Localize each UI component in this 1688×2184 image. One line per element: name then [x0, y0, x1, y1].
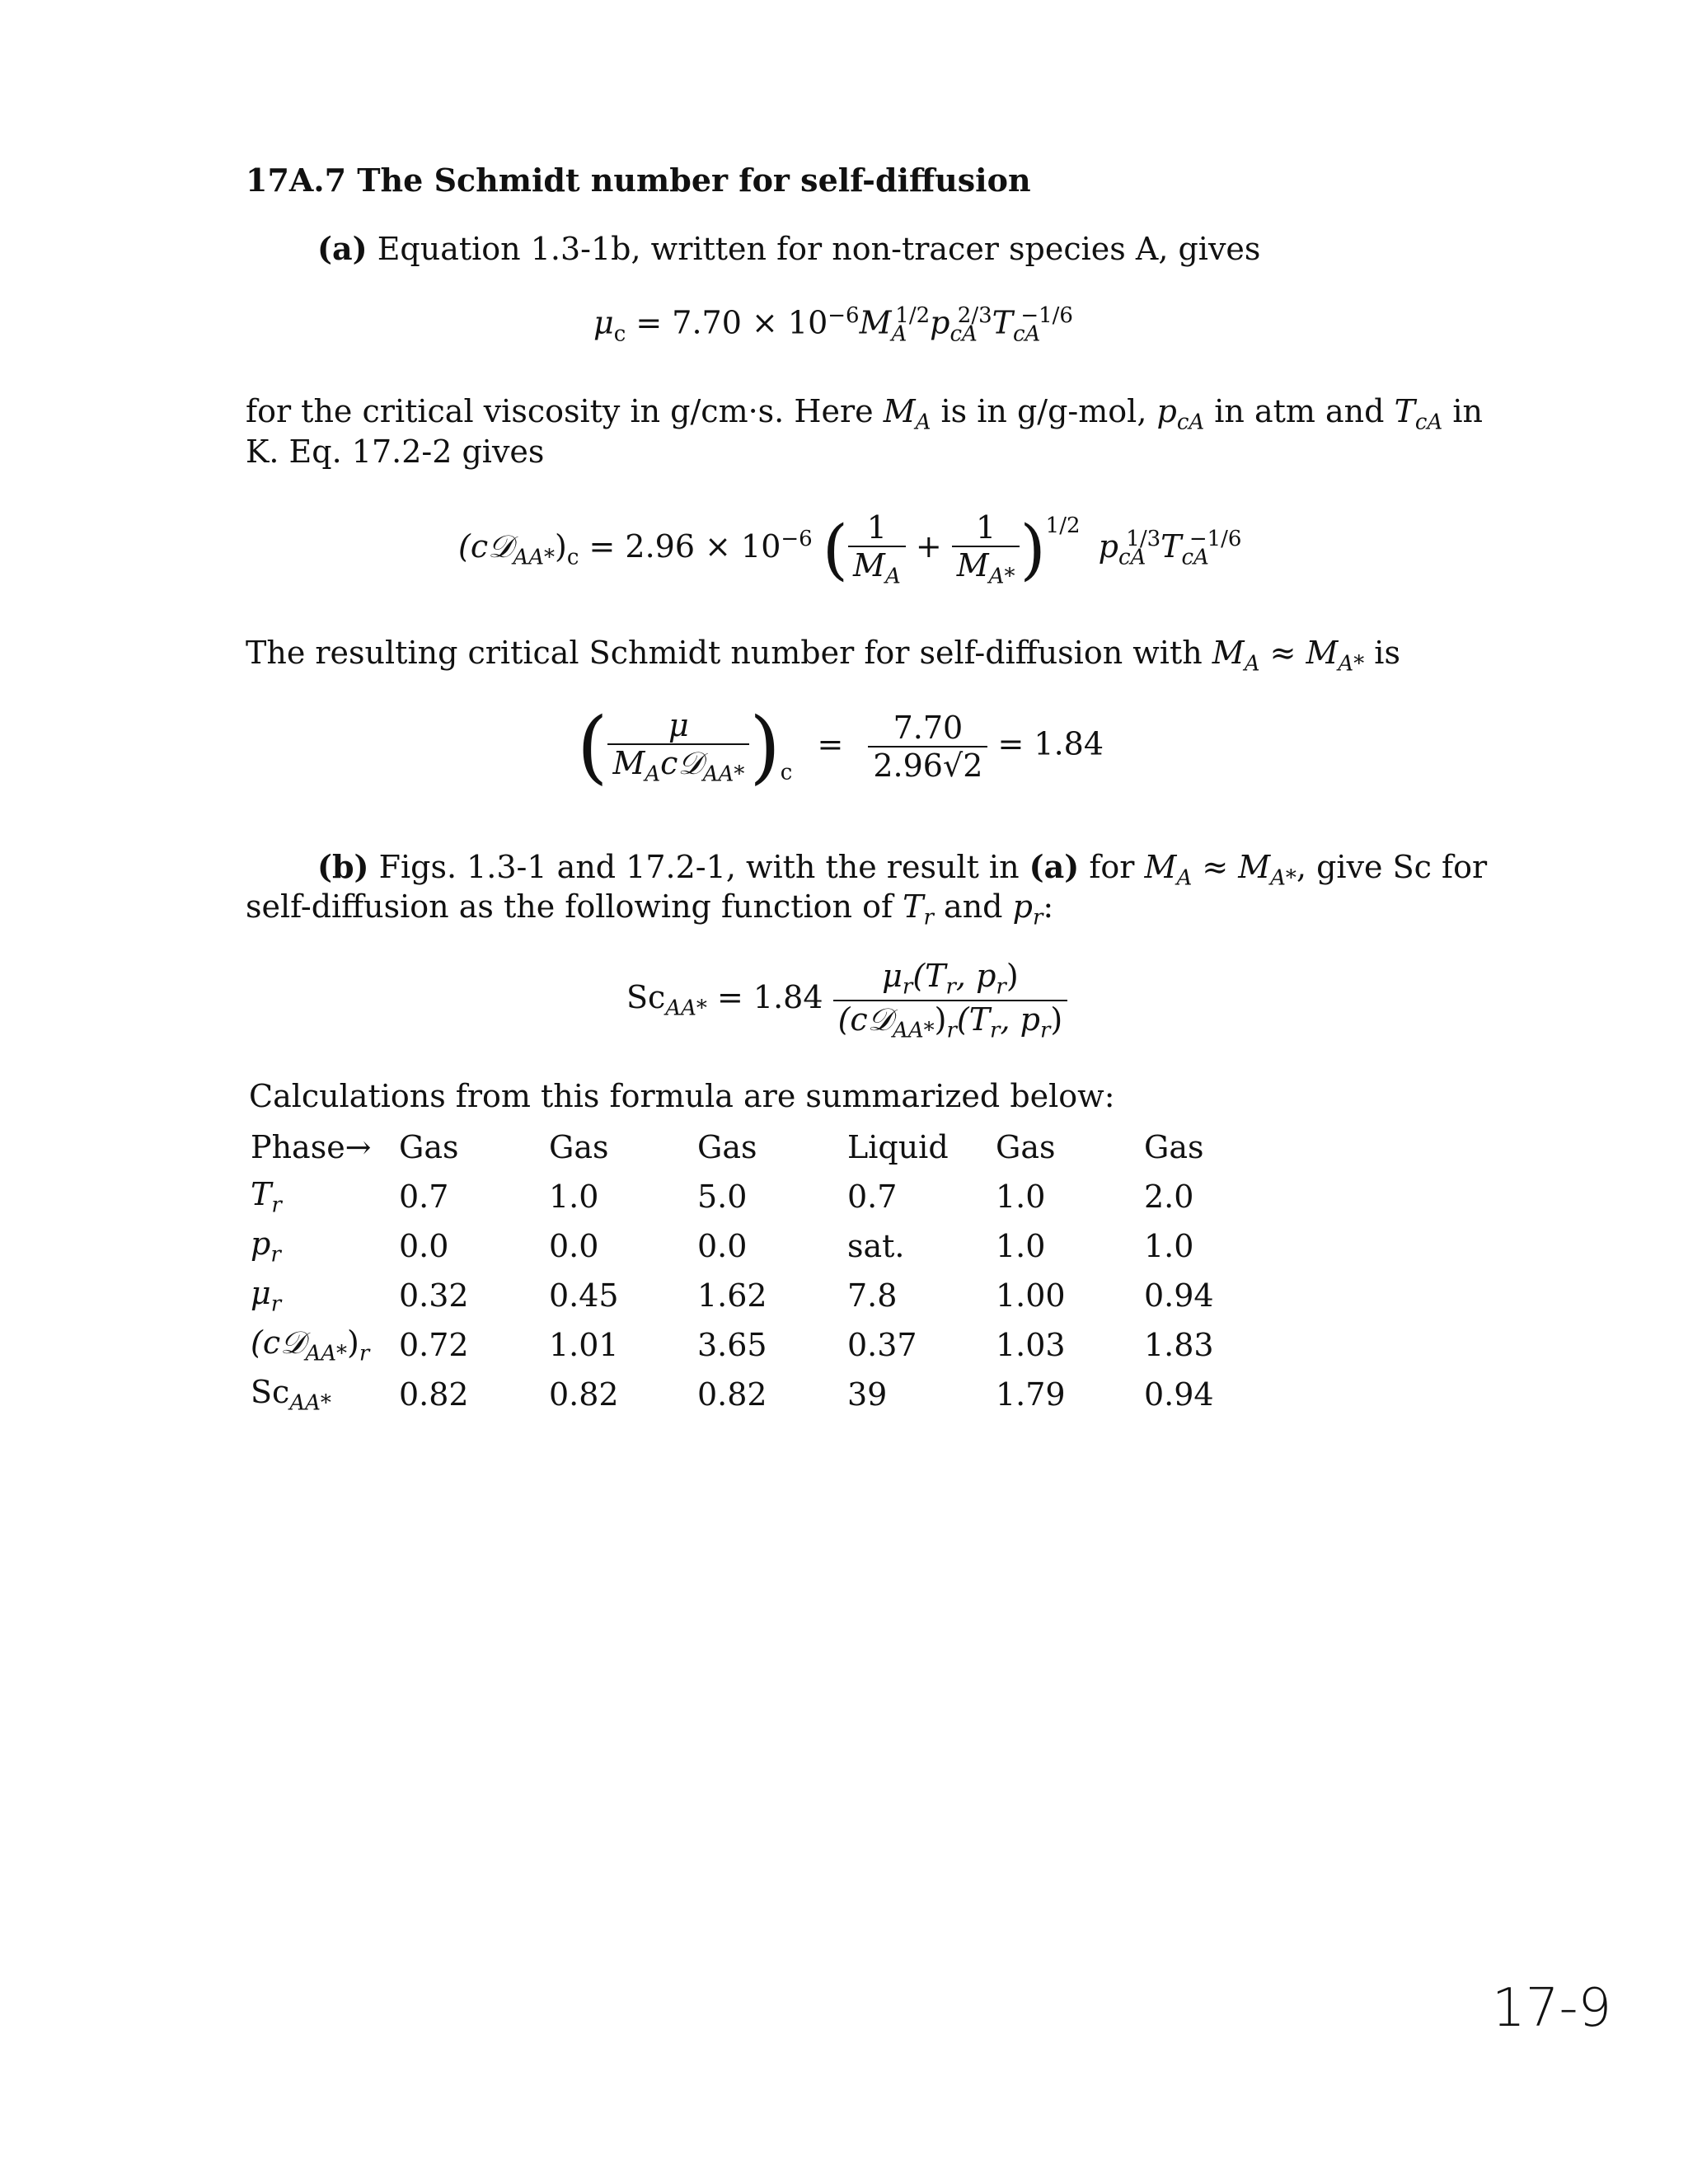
table-row — [251, 1320, 1243, 1370]
table-cell: 1.01 — [549, 1327, 619, 1363]
table-cell: 1.0 — [1144, 1228, 1194, 1264]
table-cell: 5.0 — [697, 1179, 748, 1215]
phase-cell: Gas — [399, 1129, 459, 1165]
table-intro: Calculations from this formula are summarized below: — [249, 1078, 1115, 1114]
part-a-eq-ref-line: K. Eq. 17.2-2 gives — [246, 434, 545, 470]
section-title: 17A.7 The Schmidt number for self-diffusion — [246, 162, 1031, 199]
part-a-units-line: for the critical viscosity in g/cm·s. Here $M_A$ is in g/g-mol, $p_{cA}$ in atm and $T_{cA}$ in — [246, 393, 1483, 435]
table-cell: sat. — [847, 1228, 905, 1264]
table-cell: 0.32 — [399, 1277, 469, 1314]
table-cell: 1.0 — [549, 1179, 599, 1215]
table-cell: 0.37 — [847, 1327, 917, 1363]
table-cell: 0.0 — [549, 1228, 599, 1264]
row-label-pr: $p_r$ — [251, 1225, 281, 1268]
table-cell: 7.8 — [847, 1277, 898, 1314]
table-cell: 3.65 — [697, 1327, 767, 1363]
row-label-tr: $T_r$ — [251, 1175, 282, 1218]
phase-cell: Gas — [1144, 1129, 1204, 1165]
table-cell: 0.94 — [1144, 1277, 1214, 1314]
table-cell: 0.7 — [399, 1179, 449, 1215]
phase-cell: Liquid — [847, 1129, 949, 1165]
table-cell: 0.7 — [847, 1179, 898, 1215]
row-label-cdaa: $(c𝒟_{AA*})_r$ — [251, 1324, 370, 1366]
table-cell: 1.0 — [996, 1228, 1046, 1264]
equation-critical-diffusivity: $(c𝒟_{AA*})_c = 2.96 \times 10^{-6}$ ( $\frac{1}{M_A}$ + $\frac{1}{M_{A*}}$ )$^{1/2}$ $p_{cA}^{1/3}T_{cA}^{-1/6}$ — [458, 509, 1242, 589]
table-cell: 1.62 — [697, 1277, 767, 1314]
table-cell: 2.0 — [1144, 1179, 1194, 1215]
part-a-label: (a) — [317, 230, 368, 267]
equation-critical-viscosity: $\mu_c = 7.70 \times 10^{-6}M_A^{1/2}p_{cA}^{2/3}T_{cA}^{-1/6}$ — [593, 303, 1073, 347]
part-b-line2: self-diffusion as the following function of $T_r$ and $p_r$: — [246, 888, 1054, 930]
table-cell: 1.83 — [1144, 1327, 1214, 1363]
table-row — [251, 1370, 1243, 1419]
part-a-intro — [317, 229, 1260, 269]
equation-schmidt-function: $Sc_{AA*} = 1.84$ $\frac{\mu_r(T_r, p_r)}{(c𝒟_{AA*})_r(T_r, p_r)}$ — [626, 958, 1067, 1043]
table-cell: 0.94 — [1144, 1376, 1214, 1413]
part-a-result-line: The resulting critical Schmidt number for self-diffusion with $M_A \approx M_{A*}$ is — [246, 635, 1400, 677]
page-number: 17-9 — [1492, 1978, 1612, 2039]
table-cell: 0.72 — [399, 1327, 469, 1363]
table-cell: 1.03 — [996, 1327, 1066, 1363]
table-cell: 1.0 — [996, 1179, 1046, 1215]
calculation-table — [251, 1122, 1243, 1419]
phase-cell: Gas — [996, 1129, 1056, 1165]
table-cell: 0.45 — [549, 1277, 619, 1314]
phase-header: Phase→ — [251, 1129, 372, 1165]
part-b-label: (b) — [317, 848, 369, 885]
part-a-intro-text: Equation 1.3-1b, written for non-tracer species A, gives — [377, 231, 1261, 267]
equation-critical-schmidt: ( $\frac{\mu}{M_Ac𝒟_{AA*}}$ )$_c$ = $\frac{7.70}{2.96√2}$ = 1.84 — [577, 701, 1104, 793]
phase-cell: Gas — [697, 1129, 757, 1165]
table-cell: 39 — [847, 1376, 888, 1413]
part-b-line1: (b) Figs. 1.3-1 and 17.2-1, with the result in (a) for $M_A \approx M_{A*}$, give Sc for — [317, 848, 1488, 891]
row-label-mur: $\mu_r$ — [251, 1274, 282, 1317]
table-cell: 0.82 — [549, 1376, 619, 1413]
table-cell: 0.82 — [399, 1376, 469, 1413]
table-cell: 0.0 — [399, 1228, 449, 1264]
table-cell: 0.82 — [697, 1376, 767, 1413]
table-row — [251, 1221, 1243, 1271]
table-row — [251, 1271, 1243, 1320]
table-cell: 1.00 — [996, 1277, 1066, 1314]
row-label-sc: $Sc_{AA*}$ — [251, 1373, 331, 1416]
table-header-row — [251, 1122, 1243, 1172]
phase-cell: Gas — [549, 1129, 609, 1165]
table-cell: 0.0 — [697, 1228, 748, 1264]
table-cell: 1.79 — [996, 1376, 1066, 1413]
table-row — [251, 1172, 1243, 1221]
